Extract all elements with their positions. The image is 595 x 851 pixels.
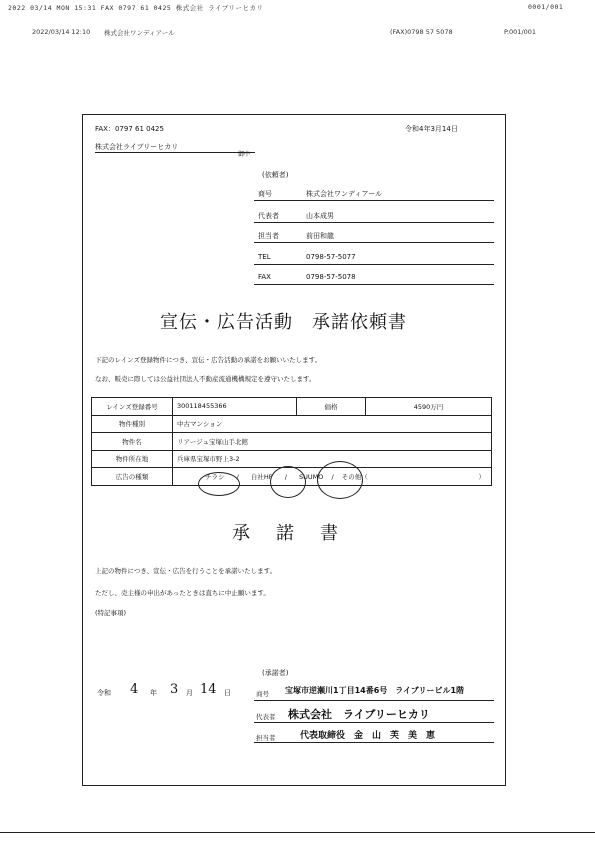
row-value: 中古マンション [173, 415, 492, 433]
sign-date-era: 令和 [97, 689, 111, 697]
requester-rule [254, 264, 494, 265]
grantor-rule [254, 722, 494, 723]
requester-value: 前田和龍 [306, 232, 334, 240]
requester-label: FAX [258, 273, 271, 281]
table-row [92, 415, 492, 433]
intro-line-2: なお、販売に際しては公益社団法人不動産流通機構規定を遵守いたします。 [95, 375, 316, 383]
recipient-company [95, 142, 255, 153]
requester-label: 代表者 [258, 212, 279, 220]
fax-datetime: 2022/03/14 12:10 [32, 28, 91, 36]
table-row [92, 398, 492, 416]
fax-header-line: 2022 03/14 MON 15:31 FAX 0797 61 0425 株式会社 ライブリーヒカリ [8, 4, 264, 12]
media-option-flyer[interactable]: チラシ [205, 472, 225, 481]
recipient-fax: FAX：0797 61 0425 [95, 125, 164, 133]
media-options: チラシ / 自社HP / SUUMO / その他（ ） [173, 468, 492, 486]
fax-sender: 株式会社ワンディアール [104, 29, 175, 37]
media-option-close: ） [478, 472, 485, 481]
fax-page-counter: 0001/001 [528, 3, 564, 11]
request-date: 令和4年3月14日 [405, 125, 458, 133]
consent-line-2: ただし、売主様の申出があったときは直ちに中止願います。 [95, 589, 270, 597]
consent-title: 承 諾 書 [232, 523, 342, 544]
table-row [92, 450, 492, 468]
requester-rule [254, 242, 494, 243]
row-value: 兵庫県宝塚市野上3-2 [173, 450, 492, 468]
requester-label: TEL [258, 253, 271, 261]
requester-rule [254, 284, 494, 285]
media-label: 広告の種類 [92, 468, 173, 486]
reins-number: 300118455366 [173, 398, 297, 416]
sign-date-year: 4 [130, 682, 139, 697]
page-bottom-rule [0, 832, 595, 833]
grantor-representative-stamp: 代表取締役 金 山 芙 美 恵 [300, 731, 436, 741]
requester-rule [254, 222, 494, 223]
grantor-company-stamp: 株式会社 ライブリーヒカリ [288, 708, 430, 721]
requester-label: 商号 [258, 190, 272, 198]
requester-heading: (依頼者) [262, 171, 289, 179]
reins-label: レインズ登録番号 [92, 398, 173, 416]
grantor-heading: (承諾者) [262, 669, 289, 677]
row-label: 物件名 [92, 433, 173, 451]
page-title: 宣伝・広告活動 承諾依頼書 [160, 312, 407, 333]
requester-value: 株式会社ワンディアール [306, 190, 383, 198]
requester-value: 山本成男 [306, 212, 334, 220]
sign-date-year-unit: 年 [150, 689, 157, 697]
requester-label: 担当者 [258, 232, 279, 240]
sign-date-month-unit: 月 [186, 689, 193, 697]
grantor-label: 代表者 [256, 713, 276, 721]
grantor-label: 商号 [256, 690, 269, 698]
grantor-label: 担当者 [256, 734, 276, 742]
grantor-rule [254, 700, 494, 701]
fax-page-number: P.001/001 [504, 28, 536, 36]
grantor-rule [254, 742, 494, 743]
selection-circle [270, 466, 306, 498]
media-option-suumo[interactable]: SUUMO [299, 472, 324, 481]
intro-line-1: 下記のレインズ登録物件につき、宣伝・広告活動の承諾をお願いいたします。 [95, 356, 322, 364]
media-option-other[interactable]: その他（ [341, 472, 368, 481]
fax-sender-number: (FAX)0798 57 5078 [390, 28, 453, 36]
table-row [92, 433, 492, 451]
row-label: 物件所在地 [92, 450, 173, 468]
special-notes-label: (特記事項) [95, 609, 127, 617]
requester-value: 0798-57-5078 [306, 273, 356, 281]
row-value: リアージュ宝塚山手北館 [173, 433, 492, 451]
sign-date-day-unit: 日 [224, 689, 231, 697]
sign-date-month: 3 [170, 682, 179, 697]
recipient-company-name: 株式会社ライブリーヒカリ [95, 143, 179, 151]
media-option-own-site[interactable]: 自社HP [250, 472, 273, 481]
price-label: 価格 [297, 398, 366, 416]
recipient-suffix: 御中 [238, 151, 251, 158]
row-label: 物件種別 [92, 415, 173, 433]
requester-rule [254, 200, 494, 201]
consent-line-1: 上記の物件につき、宣伝・広告を行うことを承諾いたします。 [95, 567, 277, 575]
selection-circle [198, 472, 240, 496]
sign-date-day: 14 [200, 682, 217, 697]
requester-value: 0798-57-5077 [306, 253, 356, 261]
grantor-address-stamp: 宝塚市逆瀬川1丁目14番6号 ライブリービル1階 [285, 686, 465, 695]
price-value: 4590万円 [366, 398, 492, 416]
selection-circle [317, 461, 363, 499]
